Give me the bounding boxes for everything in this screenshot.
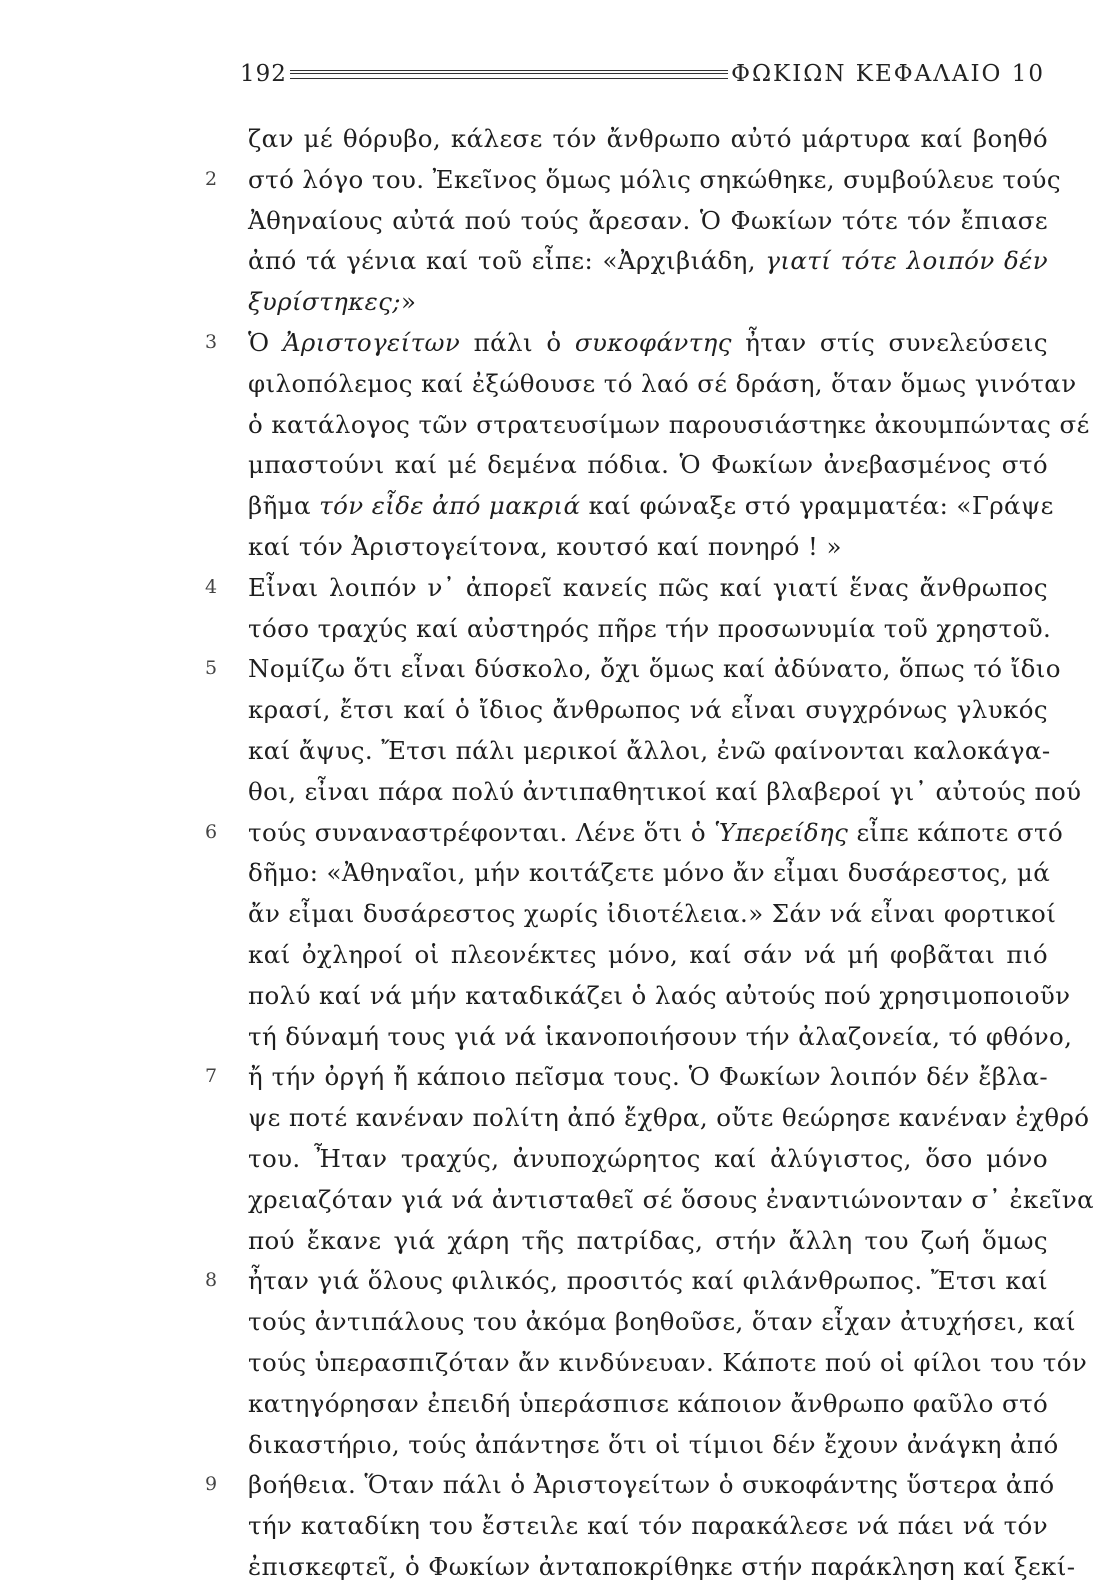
section-number: 6 xyxy=(204,821,218,843)
text-line: δῆμο: «Ἀθηναῖοι, μήν κοιτάζετε μόνο ἄν εἶμαι δυσάρεστος, μά xyxy=(248,858,1051,887)
italic-segment: συκοφάντης xyxy=(574,328,732,357)
text-line: καί ὀχληροί οἱ πλεονέκτες μόνο, καί σάν νά μή φοβᾶται πιό xyxy=(248,940,1048,969)
text-line: τόσο τραχύς καί αὐστηρός πῆρε τήν προσωνυμία τοῦ χρηστοῦ. xyxy=(248,614,1052,643)
text-line: βοήθεια. Ὅταν πάλι ὁ Ἀριστογείτων ὁ συκοφάντης ὕστερα ἀπό xyxy=(248,1470,1055,1499)
section-number: 4 xyxy=(204,576,218,598)
text-segment: πάλι ὁ xyxy=(460,328,575,357)
text-line: Ἀθηναίους αὐτά πού τούς ἄρεσαν. Ὁ Φωκίων τότε τόν ἔπιασε xyxy=(248,206,1048,235)
section-number: 3 xyxy=(204,331,218,353)
section-number: 7 xyxy=(204,1065,218,1087)
section-number: 9 xyxy=(204,1473,218,1495)
italic-segment: τόν εἶδε ἀπό μακριά xyxy=(319,491,581,520)
text-line: φιλοπόλεμος καί ἐξώθουσε τό λαό σέ δράση, ὅταν ὅμως γινόταν xyxy=(248,369,1077,398)
text-line xyxy=(248,246,1048,276)
section-number: 8 xyxy=(204,1269,218,1291)
running-header xyxy=(240,58,1045,90)
text-line: κρασί, ἔτσι καί ὁ ἴδιος ἄνθρωπος νά εἶναι συγχρόνως γλυκός xyxy=(248,695,1048,724)
text-segment: » xyxy=(400,287,417,316)
text-line xyxy=(248,328,1048,358)
text-line: τήν καταδίκη του ἔστειλε καί τόν παρακάλεσε νά πάει νά τόν xyxy=(248,1511,1048,1540)
page-number: 192 xyxy=(240,61,287,87)
text-line: Εἶναι λοιπόν ν᾿ ἀπορεῖ κανείς πῶς καί γιατί ἕνας ἄνθρωπος xyxy=(248,573,1048,602)
text-line: κατηγόρησαν ἐπειδή ὑπεράσπισε κάποιον ἄνθρωπο φαῦλο στό xyxy=(248,1389,1049,1418)
text-line: Νομίζω ὅτι εἶναι δύσκολο, ὄχι ὅμως καί ἀδύνατο, ὅπως τό ἴδιο xyxy=(248,654,1061,683)
running-title: ΦΩΚΙΩΝ ΚΕΦΑΛΑΙΟ 10 xyxy=(731,61,1045,87)
italic-segment: γιατί τότε λοιπόν δέν xyxy=(765,246,1048,275)
text-line xyxy=(248,287,1048,317)
text-segment: βῆμα xyxy=(248,491,320,520)
text-line xyxy=(248,818,1064,848)
text-line: ἦταν γιά ὅλους φιλικός, προσιτός καί φιλάνθρωπος. Ἔτσι καί xyxy=(248,1266,1048,1295)
header-double-rule xyxy=(290,70,728,79)
text-line: χρειαζόταν γιά νά ἀντισταθεῖ σέ ὅσους ἐναντιώνονταν σ᾿ ἐκεῖνα xyxy=(248,1185,1095,1214)
text-line: ἄν εἶμαι δυσάρεστος χωρίς ἰδιοτέλεια.» Σάν νά εἶναι φορτικοί xyxy=(248,899,1057,928)
italic-segment: ξυρίστηκες; xyxy=(248,287,401,316)
text-segment: τούς συναναστρέφονται. Λένε ὅτι ὁ xyxy=(248,818,715,847)
text-line: ψε ποτέ κανέναν πολίτη ἀπό ἔχθρα, οὔτε θεώρησε κανέναν ἐχθρό xyxy=(248,1103,1090,1132)
text-line: καί τόν Ἀριστογείτονα, κουτσό καί πονηρό ! » xyxy=(248,532,842,561)
section-number: 2 xyxy=(204,168,218,190)
text-segment: ἦταν στίς συνελεύσεις xyxy=(731,328,1048,357)
text-line: τούς ἀντιπάλους του ἀκόμα βοηθοῦσε, ὅταν εἶχαν ἀτυχήσει, καί xyxy=(248,1307,1076,1336)
text-line: δικαστήριο, τούς ἀπάντησε ὅτι οἱ τίμιοι δέν ἔχουν ἀνάγκη ἀπό xyxy=(248,1430,1059,1459)
text-line: πολύ καί νά μήν καταδικάζει ὁ λαός αὐτούς πού χρησιμοποιοῦν xyxy=(248,981,1071,1010)
text-segment: ἀπό τά γένια καί τοῦ εἶπε: «Ἀρχιβιάδη, xyxy=(248,246,766,275)
text-line xyxy=(248,491,1054,521)
text-line: στό λόγο του. Ἐκεῖνος ὅμως μόλις σηκώθηκε, συμβούλευε τούς xyxy=(248,165,1061,194)
text-line: τή δύναμή τους γιά νά ἱκανοποιήσουν τήν ἀλαζονεία, τό φθόνο, xyxy=(248,1022,1073,1051)
text-line: μπαστούνι καί μέ δεμένα πόδια. Ὁ Φωκίων ἀνεβασμένος στό xyxy=(248,450,1048,479)
text-line: του. Ἦταν τραχύς, ἀνυποχώρητος καί ἀλύγιστος, ὅσο μόνο xyxy=(248,1144,1048,1173)
text-line: θοι, εἶναι πάρα πολύ ἀντιπαθητικοί καί βλαβεροί γι᾿ αὐτούς πού xyxy=(248,777,1082,806)
text-line: ὁ κατάλογος τῶν στρατευσίμων παρουσιάστηκε ἀκουμπώντας σέ xyxy=(248,410,1090,439)
text-line: καί ἄψυς. Ἔτσι πάλι μερικοί ἄλλοι, ἐνῶ φαίνονται καλοκάγα- xyxy=(248,736,1051,765)
text-line: πού ἔκανε γιά χάρη τῆς πατρίδας, στήν ἄλλη του ζωή ὅμως xyxy=(248,1226,1048,1255)
italic-segment: Ἀριστογείτων xyxy=(282,328,461,357)
text-line: ἤ τήν ὀργή ἤ κάποιο πεῖσμα τους. Ὁ Φωκίων λοιπόν δέν ἔβλα- xyxy=(248,1062,1048,1091)
text-line: ζαν μέ θόρυβο, κάλεσε τόν ἄνθρωπο αὐτό μάρτυρα καί βοηθό xyxy=(248,124,1048,153)
text-line: ἐπισκεφτεῖ, ὁ Φωκίων ἀνταποκρίθηκε στήν παράκληση καί ξεκί- xyxy=(248,1552,1076,1581)
text-line: τούς ὑπερασπιζόταν ἄν κινδύνευαν. Κάποτε πού οἱ φίλοι του τόν xyxy=(248,1348,1088,1377)
section-number: 5 xyxy=(204,657,218,679)
text-segment: καί φώναξε στό γραμματέα: «Γράψε xyxy=(580,491,1054,520)
text-segment: εἶπε κάποτε στό xyxy=(848,818,1064,847)
text-segment: Ὁ xyxy=(248,328,283,357)
italic-segment: Ὑπερείδης xyxy=(714,818,849,847)
